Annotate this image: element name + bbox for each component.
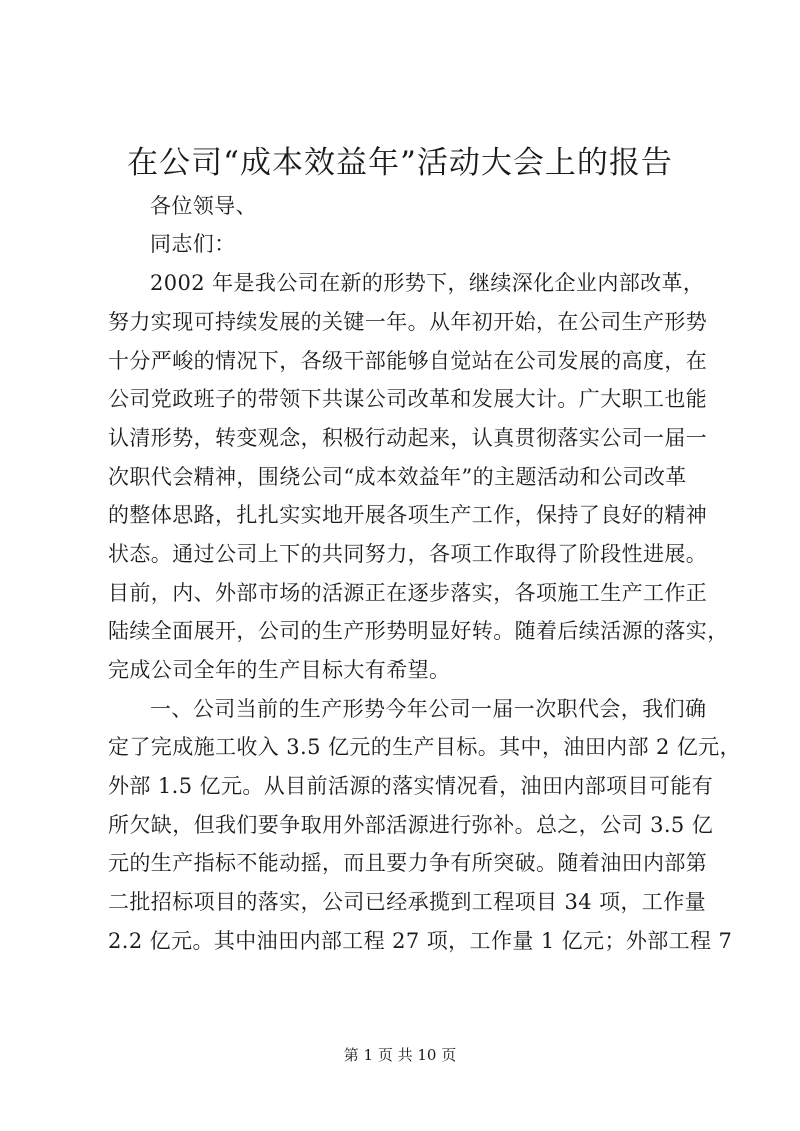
paragraph-line: 目前，内、外部市场的活源正在逐步落实，各项施工生产工作正 [108,581,708,605]
paragraph-line: 元的生产指标不能动摇，而且要力争有所突破。随着油田内部第 [108,851,708,875]
paragraph-line: 状态。通过公司上下的共同努力，各项工作取得了阶段性进展。 [108,542,708,566]
paragraph-line: 所欠缺，但我们要争取用外部活源进行弥补。总之，公司 3.5 亿 [108,813,714,837]
page-number-footer: 第 1 页 共 10 页 [343,1046,457,1064]
paragraph-line: 一、公司当前的生产形势今年公司一届一次职代会，我们确 [150,697,707,721]
paragraph-line: 完成公司全年的生产目标大有希望。 [108,658,451,682]
paragraph-line: 陆续全面展开，公司的生产形势明显好转。随着后续活源的落实， [108,619,729,643]
paragraph-line: 公司党政班子的带领下共谋公司改革和发展大计。广大职工也能 [108,387,708,411]
paragraph-line: 认清形势，转变观念，积极行动起来，认真贯彻落实公司一届一 [108,426,708,450]
document-title: 在公司“成本效益年”活动大会上的报告 [127,145,673,181]
paragraph-line: 的整体思路，扎扎实实地开展各项生产工作，保持了良好的精神 [108,503,708,527]
paragraph-line: 外部 1.5 亿元。从目前活源的落实情况看，油田内部项目可能有 [108,774,714,798]
paragraph-line: 努力实现可持续发展的关键一年。从年初开始，在公司生产形势 [108,310,708,334]
paragraph-line: 次职代会精神，围绕公司“成本效益年”的主题活动和公司改革 [108,465,687,489]
paragraph-line: 二批招标项目的落实，公司已经承揽到工程项目 34 项，工作量 [108,890,707,914]
paragraph-line: 2.2 亿元。其中油田内部工程 27 项，工作量 1 亿元；外部工程 7 [108,929,733,953]
paragraph-line: 定了完成施工收入 3.5 亿元的生产目标。其中，油田内部 2 亿元， [108,735,742,759]
salutation-line: 各位领导、 [150,194,257,218]
paragraph-line: 十分严峻的情况下，各级干部能够自觉站在公司发展的高度，在 [108,349,708,373]
salutation-line: 同志们： [150,232,236,256]
paragraph-line: 2002 年是我公司在新的形势下，继续深化企业内部改革， [150,271,705,295]
